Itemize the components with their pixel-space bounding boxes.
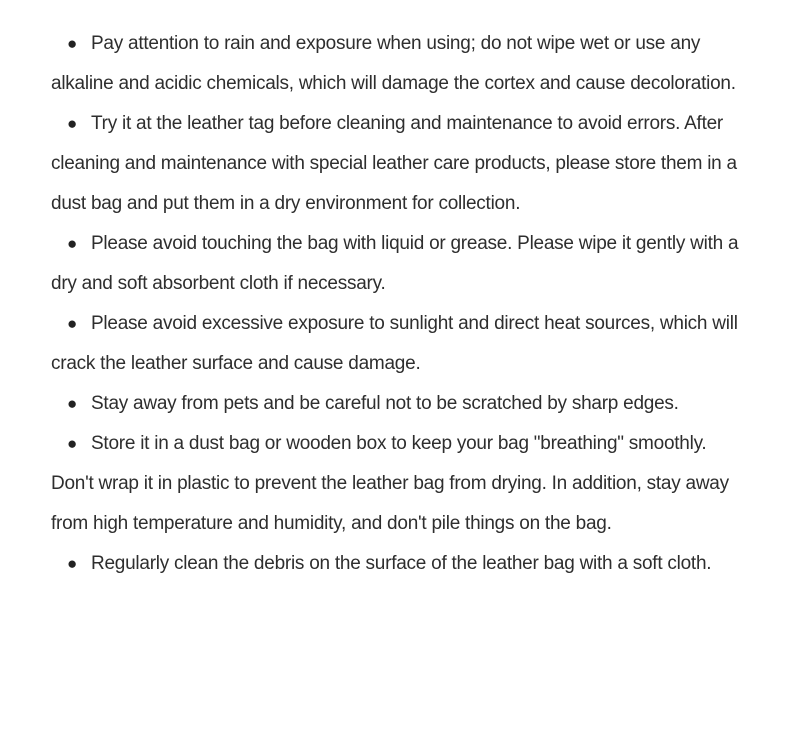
care-item-regular-cleaning bbox=[51, 544, 741, 584]
care-item-text: Please avoid excessive exposure to sunlight and direct heat sources, which will crack the leather surface and cause damage. bbox=[51, 313, 738, 374]
bullet-icon: ● bbox=[67, 234, 78, 253]
care-item-text: Regularly clean the debris on the surface of the leather bag with a soft cloth. bbox=[91, 553, 712, 574]
bullet-icon: ● bbox=[67, 314, 78, 333]
care-item-text: Stay away from pets and be careful not to be scratched by sharp edges. bbox=[91, 393, 679, 414]
bullet-icon: ● bbox=[67, 434, 78, 453]
care-item-text: Store it in a dust bag or wooden box to keep your bag "breathing" smoothly. Don't wrap it in plastic to prevent the leather bag from drying. In addition, stay away from high temperature and humidity, and don't pile things on the bag. bbox=[51, 433, 729, 534]
care-item-liquid-grease bbox=[51, 224, 741, 304]
bullet-icon: ● bbox=[67, 114, 78, 133]
care-item-leather-tag-test bbox=[51, 104, 741, 224]
care-item-text: Please avoid touching the bag with liquid or grease. Please wipe it gently with a dry and soft absorbent cloth if necessary. bbox=[51, 233, 739, 294]
care-instructions-list bbox=[51, 24, 741, 584]
bullet-icon: ● bbox=[67, 554, 78, 573]
care-item-rain-exposure bbox=[51, 24, 741, 104]
care-item-text: Try it at the leather tag before cleaning and maintenance to avoid errors. After cleaning and maintenance with special leather care products, please store them in a dust bag and put them in a dry environment for collection. bbox=[51, 113, 737, 214]
care-item-text: Pay attention to rain and exposure when using; do not wipe wet or use any alkaline and acidic chemicals, which will damage the cortex and cause decoloration. bbox=[51, 33, 736, 94]
care-item-storage bbox=[51, 424, 741, 544]
bullet-icon: ● bbox=[67, 34, 78, 53]
care-item-pets-sharp-edges bbox=[51, 384, 741, 424]
bullet-icon: ● bbox=[67, 394, 78, 413]
care-item-sunlight-heat bbox=[51, 304, 741, 384]
